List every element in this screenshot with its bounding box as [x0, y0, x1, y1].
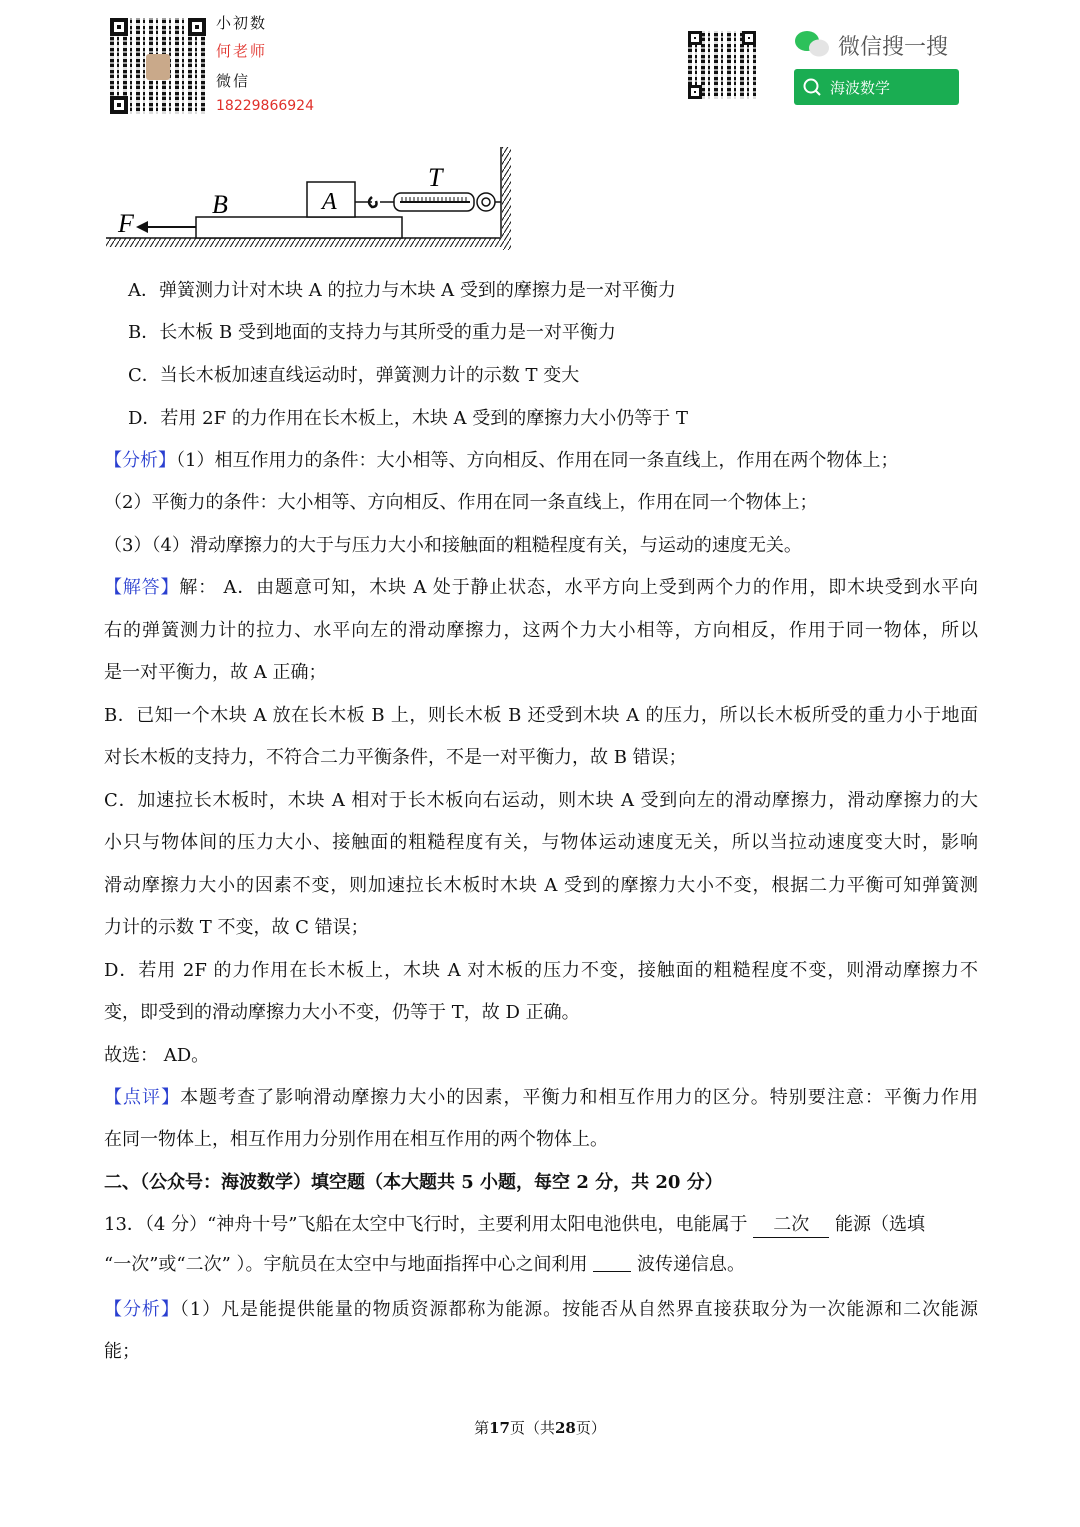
answer-line: 力计的示数 T 不变，故 C 错误； — [104, 917, 369, 938]
answer-blank-2 — [593, 1253, 631, 1272]
analysis-tag: 【分析】 — [104, 450, 176, 471]
footer-text: 页（共 — [509, 1419, 555, 1437]
option-b: B．长木板 B 受到地面的支持力与其所受的重力是一对平衡力 — [128, 322, 616, 343]
answer-line: B．已知一个木块 A 放在长木板 B 上，则长木板 B 还受到木块 A 的压力，所以长木板所受的重力小于地面 — [104, 705, 978, 726]
answer-text: 解： A．由题意可知，木块 A 处于静止状态，水平方向上受到两个力的作用，即木块受到水平向 — [179, 577, 978, 598]
contact-wechat-label: 微信 — [216, 72, 251, 90]
analysis-13-text: （1）凡是能提供能量的物质资源都称为能源。按能否从自然界直接获取分为一次能源和二次能源 — [179, 1299, 979, 1320]
search-icon — [794, 69, 830, 105]
question-13-line-1 — [104, 1213, 978, 1238]
page-number: 17 — [489, 1419, 510, 1437]
comment-text: 本题考查了影响滑动摩擦力大小的因素，平衡力和相互作用力的区分。特别要注意：平衡力作用 — [180, 1087, 979, 1108]
total-pages: 28 — [555, 1419, 576, 1437]
question-13-line-2 — [104, 1253, 978, 1277]
contact-phone: 18229866924 — [216, 98, 314, 114]
analysis-13-tag: 【分析】 — [104, 1299, 180, 1320]
answer-tag: 【解答】 — [104, 577, 180, 598]
wechat-logo-icon — [793, 29, 831, 59]
question-text: 13．（4 分）“神舟十号”飞船在太空中飞行时，主要利用太阳电池供电，电能属于 — [104, 1214, 748, 1235]
wall — [502, 147, 511, 250]
analysis-line: （2）平衡力的条件：大小相等、方向相反、作用在同一条直线上，作用在同一个物体上； — [104, 492, 818, 513]
analysis-line: （3）（4）滑动摩擦力的大于与压力大小和接触面的粗糙程度有关，与运动的速度无关。 — [104, 535, 802, 556]
wechat-search-button[interactable] — [794, 69, 959, 105]
spring-scale — [380, 193, 501, 211]
question-text: 波传递信息。 — [637, 1254, 745, 1275]
analysis-line — [104, 449, 978, 473]
label-t: T — [428, 163, 443, 192]
wechat-search-keyword: 海波数学 — [830, 78, 891, 97]
ground — [106, 238, 502, 247]
option-d: D．若用 2F 的力作用在长木板上，木块 A 受到的摩擦力大小仍等于 T — [128, 408, 688, 429]
answer-line: 变，即受到的滑动摩擦力大小不变，仍等于 T，故 D 正确。 — [104, 1002, 580, 1023]
question-text: 能源（选填 — [834, 1214, 925, 1235]
analysis-13-line — [104, 1298, 978, 1322]
answer-line: 对长木板的支持力，不符合二力平衡条件，不是一对平衡力，故 B 错误； — [104, 747, 687, 768]
analysis-text: （1）相互作用力的条件：大小相等、方向相反、作用在同一条直线上，作用在两个物体上； — [176, 450, 899, 471]
page-footer — [0, 1417, 1080, 1438]
answer-line: 滑动摩擦力大小的因素不变，则加速拉长木板时木块 A 受到的摩擦力大小不变，根据二力平衡可知弹簧测 — [104, 875, 978, 896]
comment-tag: 【点评】 — [104, 1087, 181, 1108]
option-c: C．当长木板加速直线运动时，弹簧测力计的示数 T 变大 — [128, 365, 580, 386]
wechat-search-title: 微信搜一搜 — [838, 35, 949, 60]
comment-line — [104, 1086, 978, 1110]
answer-line: 小只与物体间的压力大小、接触面的粗糙程度有关，与物体运动速度无关，所以当拉动速度变大时，影响 — [104, 832, 978, 853]
answer-line: D．若用 2F 的力作用在长木板上，木块 A 对木板的压力不变，接触面的粗糙程度不变，则滑动摩擦力不 — [104, 960, 978, 981]
footer-text: 第 — [474, 1419, 490, 1437]
question-text: “一次”或“二次” ）。宇航员在太空中与地面指挥中心之间利用 — [104, 1254, 588, 1275]
section-heading: 二、（公众号：海波数学）填空题（本大题共 5 小题，每空 2 分，共 20 分） — [104, 1172, 723, 1193]
contact-line-1: 小初数 — [216, 14, 268, 32]
wechat-qr-code — [688, 31, 756, 99]
answer-line — [104, 576, 978, 600]
answer-choice: 故选： AD。 — [104, 1045, 210, 1066]
option-a: A．弹簧测力计对木块 A 的拉力与木块 A 受到的摩擦力是一对平衡力 — [128, 280, 676, 301]
contact-teacher-name: 何老师 — [216, 42, 268, 60]
label-b: B — [212, 190, 228, 219]
label-a: A — [322, 189, 337, 215]
answer-line: C．加速拉长木板时，木块 A 相对于长木板向右运动，则木块 A 受到向左的滑动摩擦力，滑动摩擦力的大 — [104, 790, 978, 811]
comment-line: 在同一物体上，相互作用力分别作用在相互作用的两个物体上。 — [104, 1129, 608, 1150]
answer-line: 是一对平衡力，故 A 正确； — [104, 662, 327, 683]
avatar — [146, 54, 170, 80]
contact-qr-code — [110, 18, 206, 114]
answer-blank-1: 二次 — [753, 1213, 829, 1238]
label-f: F — [118, 209, 134, 238]
footer-text: 页） — [575, 1419, 606, 1437]
answer-line: 右的弹簧测力计的拉力、水平向左的滑动摩擦力，这两个力大小相等，方向相反，作用于同一物体，所以 — [104, 620, 978, 641]
board-b — [196, 217, 402, 238]
physics-diagram — [104, 145, 519, 255]
analysis-13-line: 能； — [104, 1341, 140, 1362]
